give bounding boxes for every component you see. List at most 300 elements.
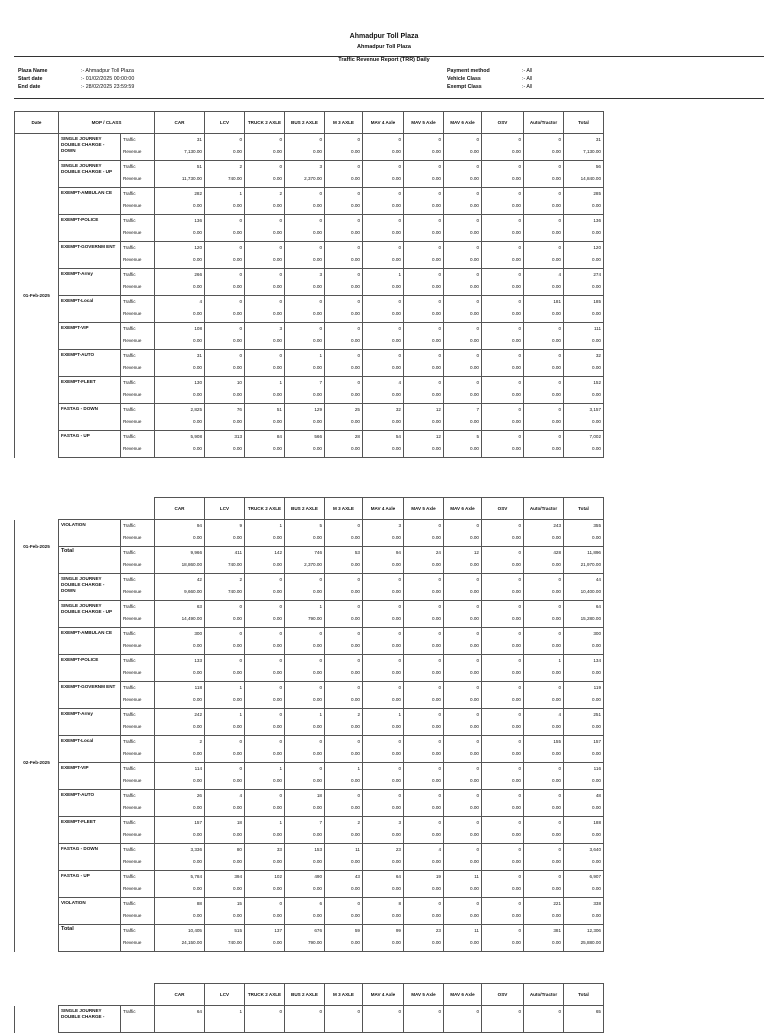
revenue-value: 0.00 — [470, 751, 479, 756]
revenue-value: 0.00 — [512, 311, 521, 316]
traffic-value: 0 — [476, 137, 479, 142]
traffic-value: 3,157 — [589, 407, 601, 412]
row-value-cell — [482, 925, 524, 952]
traffic-value: 3 — [398, 523, 401, 528]
row-value-cell — [444, 898, 482, 925]
row-value-cell — [564, 790, 604, 817]
row-value-cell — [564, 898, 604, 925]
traffic-label: Traffic — [123, 164, 136, 169]
revenue-label: Revenue — [123, 446, 142, 451]
row-value-cell — [404, 1006, 444, 1033]
row-value-cell — [404, 655, 444, 682]
revenue-value: 0.00 — [470, 940, 479, 945]
traffic-value: 0 — [518, 604, 521, 609]
row-value-cell — [444, 574, 482, 601]
revenue-value: 0.00 — [193, 392, 202, 397]
row-value-cell — [363, 709, 404, 736]
row-metric-labels — [121, 898, 155, 925]
traffic-value: 0 — [438, 793, 441, 798]
table-row — [15, 601, 604, 628]
revenue-value: 0.00 — [432, 589, 441, 594]
traffic-value: 0 — [239, 272, 242, 277]
row-date-empty — [15, 1006, 59, 1033]
row-value-cell — [205, 817, 245, 844]
row-value-cell — [524, 736, 564, 763]
traffic-value: 1 — [319, 712, 322, 717]
table-row — [15, 925, 604, 952]
row-value-cell — [285, 134, 325, 161]
traffic-value: 3 — [398, 820, 401, 825]
traffic-value: 0 — [239, 766, 242, 771]
row-mop: FASTAG - UP — [59, 431, 121, 458]
traffic-value: 5 — [319, 523, 322, 528]
revenue-value: 0.00 — [273, 616, 282, 621]
traffic-value: 0 — [558, 164, 561, 169]
row-value-cell — [564, 350, 604, 377]
row-value-cell — [444, 844, 482, 871]
row-value-cell — [564, 736, 604, 763]
traffic-value: 2 — [357, 820, 360, 825]
traffic-label: Traffic — [123, 820, 136, 825]
row-value-cell — [285, 323, 325, 350]
traffic-value: 11,896 — [587, 550, 601, 555]
revenue-label: Revenue — [123, 257, 142, 262]
traffic-value: 6 — [319, 901, 322, 906]
traffic-value: 64 — [595, 604, 601, 609]
revenue-value: 0.00 — [273, 257, 282, 262]
revenue-value: 0.00 — [552, 446, 561, 451]
row-value-cell — [482, 242, 524, 269]
revenue-value: 0.00 — [313, 446, 322, 451]
revenue-value: 0.00 — [193, 670, 202, 675]
revenue-label: Revenue — [123, 535, 142, 540]
traffic-value: 0 — [518, 191, 521, 196]
header-spacer — [15, 984, 155, 1006]
table-row — [15, 520, 604, 547]
row-mop: EXEMPT-POLICE — [59, 655, 121, 682]
revenue-value: 0.00 — [193, 311, 202, 316]
traffic-value: 0 — [518, 658, 521, 663]
revenue-value: 0.00 — [470, 230, 479, 235]
row-value-cell — [205, 736, 245, 763]
traffic-value: 0 — [518, 326, 521, 331]
row-value-cell — [404, 377, 444, 404]
header-col: MAV 4 Axle — [363, 984, 404, 1006]
traffic-value: 0 — [558, 434, 561, 439]
row-value-cell — [564, 377, 604, 404]
row-value-cell — [482, 377, 524, 404]
row-value-cell — [404, 628, 444, 655]
row-value-cell — [245, 431, 285, 458]
traffic-value: 0 — [558, 353, 561, 358]
table-row — [15, 161, 604, 188]
row-value-cell — [482, 404, 524, 431]
row-value-cell — [482, 628, 524, 655]
traffic-label: Traffic — [123, 739, 136, 744]
row-value-cell — [363, 242, 404, 269]
traffic-value: 0 — [558, 604, 561, 609]
traffic-value: 23 — [395, 847, 401, 852]
row-value-cell — [155, 404, 205, 431]
traffic-value: 12 — [435, 434, 441, 439]
row-value-cell — [482, 763, 524, 790]
traffic-value: 23 — [435, 928, 441, 933]
row-value-cell — [444, 161, 482, 188]
revenue-label: Revenue — [123, 149, 142, 154]
traffic-value: 0 — [319, 191, 322, 196]
row-value-cell — [363, 655, 404, 682]
traffic-value: 5,908 — [190, 434, 202, 439]
revenue-label: Revenue — [123, 778, 142, 783]
revenue-value: 14,840.00 — [580, 176, 601, 181]
traffic-value: 0 — [476, 793, 479, 798]
table-row — [15, 215, 604, 242]
traffic-value: 0 — [476, 631, 479, 636]
revenue-value: 0.00 — [552, 365, 561, 370]
revenue-value: 0.00 — [351, 338, 360, 343]
table-row — [15, 655, 604, 682]
revenue-value: 0.00 — [351, 940, 360, 945]
row-value-cell — [444, 296, 482, 323]
revenue-value: 0.00 — [392, 589, 401, 594]
row-value-cell — [155, 925, 205, 952]
header-col: MAV 4 Axle — [363, 112, 404, 134]
row-value-cell — [285, 763, 325, 790]
revenue-value: 11,730.00 — [181, 176, 202, 181]
row-value-cell — [205, 323, 245, 350]
row-value-cell — [245, 817, 285, 844]
row-value-cell — [325, 377, 363, 404]
traffic-value: 19 — [435, 874, 441, 879]
traffic-value: 188 — [593, 820, 601, 825]
row-value-cell — [564, 161, 604, 188]
traffic-value: 0 — [518, 874, 521, 879]
row-date: 02-Feb-2025 — [15, 574, 59, 952]
revenue-value: 0.00 — [552, 751, 561, 756]
report-table-1 — [14, 111, 604, 458]
revenue-label: Revenue — [123, 419, 142, 424]
row-value-cell — [564, 817, 604, 844]
traffic-value: 118 — [194, 685, 202, 690]
traffic-value: 7 — [319, 380, 322, 385]
revenue-label: Revenue — [123, 724, 142, 729]
meta-label-vehicle: Vehicle Class — [447, 76, 481, 82]
row-value-cell — [363, 871, 404, 898]
row-value-cell — [363, 431, 404, 458]
traffic-value: 59 — [354, 928, 360, 933]
traffic-value: 0 — [279, 712, 282, 717]
traffic-value: 1 — [239, 1009, 242, 1014]
revenue-value: 0.00 — [512, 365, 521, 370]
revenue-value: 0.00 — [552, 284, 561, 289]
traffic-value: 0 — [398, 218, 401, 223]
row-value-cell — [325, 188, 363, 215]
traffic-value: 1 — [398, 272, 401, 277]
row-value-cell — [205, 134, 245, 161]
traffic-value: 0 — [438, 577, 441, 582]
revenue-value: 0.00 — [592, 859, 601, 864]
revenue-value: 0.00 — [313, 670, 322, 675]
row-metric-labels — [121, 709, 155, 736]
row-mop: EXEMPT-Local — [59, 736, 121, 763]
traffic-value: 157 — [194, 820, 202, 825]
traffic-value: 2 — [239, 577, 242, 582]
header-col: MAV 6 Axle — [444, 498, 482, 520]
traffic-value: 0 — [398, 245, 401, 250]
row-value-cell — [155, 323, 205, 350]
traffic-value: 0 — [518, 1009, 521, 1014]
row-value-cell — [444, 628, 482, 655]
traffic-value: 0 — [357, 380, 360, 385]
row-value-cell — [325, 790, 363, 817]
revenue-value: 0.00 — [313, 230, 322, 235]
revenue-value: 0.00 — [512, 616, 521, 621]
traffic-value: 300 — [593, 631, 601, 636]
report-table-2 — [14, 497, 604, 952]
row-value-cell — [524, 404, 564, 431]
revenue-value: 0.00 — [432, 392, 441, 397]
row-value-cell — [285, 790, 325, 817]
traffic-value: 0 — [279, 218, 282, 223]
row-value-cell — [524, 574, 564, 601]
revenue-value: 0.00 — [233, 616, 242, 621]
row-value-cell — [564, 574, 604, 601]
traffic-value: 0 — [438, 523, 441, 528]
row-value-cell — [363, 296, 404, 323]
revenue-value: 0.00 — [313, 859, 322, 864]
row-value-cell — [444, 520, 482, 547]
row-value-cell — [155, 242, 205, 269]
traffic-value: 0 — [438, 685, 441, 690]
revenue-value: 0.00 — [351, 805, 360, 810]
revenue-value: 0.00 — [193, 886, 202, 891]
traffic-value: 0 — [319, 137, 322, 142]
revenue-label: Revenue — [123, 886, 142, 891]
row-value-cell — [155, 350, 205, 377]
row-metric-labels — [121, 215, 155, 242]
row-value-cell — [444, 736, 482, 763]
table-row — [15, 682, 604, 709]
row-value-cell — [245, 296, 285, 323]
row-value-cell — [404, 682, 444, 709]
row-value-cell — [482, 296, 524, 323]
revenue-value: 0.00 — [552, 940, 561, 945]
traffic-value: 0 — [357, 218, 360, 223]
revenue-value: 0.00 — [592, 751, 601, 756]
traffic-value: 0 — [558, 245, 561, 250]
revenue-value: 0.00 — [470, 616, 479, 621]
revenue-value: 14,490.00 — [181, 616, 202, 621]
row-value-cell — [155, 574, 205, 601]
row-value-cell — [482, 1006, 524, 1033]
row-value-cell — [363, 925, 404, 952]
revenue-value: 0.00 — [273, 940, 282, 945]
revenue-value: 0.00 — [313, 365, 322, 370]
header-col: Auto/Tractor — [524, 112, 564, 134]
row-value-cell — [155, 601, 205, 628]
header-col: OSV — [482, 498, 524, 520]
revenue-value: 0.00 — [432, 670, 441, 675]
traffic-value: 11 — [355, 847, 360, 852]
traffic-value: 0 — [398, 299, 401, 304]
traffic-value: 28 — [354, 434, 360, 439]
revenue-value: 0.00 — [233, 365, 242, 370]
revenue-value: 0.00 — [592, 913, 601, 918]
revenue-value: 0.00 — [351, 886, 360, 891]
row-value-cell — [205, 404, 245, 431]
traffic-value: 84 — [276, 434, 282, 439]
header-col: LCV — [205, 498, 245, 520]
row-value-cell — [155, 520, 205, 547]
row-value-cell — [325, 682, 363, 709]
meta-value-payment: :- All — [522, 68, 533, 74]
traffic-value: 0 — [279, 272, 282, 277]
traffic-label: Traffic — [123, 218, 136, 223]
traffic-value: 0 — [357, 739, 360, 744]
traffic-label: Traffic — [123, 326, 136, 331]
revenue-value: 0.00 — [552, 535, 561, 540]
row-value-cell — [325, 817, 363, 844]
row-value-cell — [524, 601, 564, 628]
row-value-cell — [325, 242, 363, 269]
revenue-value: 0.00 — [512, 562, 521, 567]
revenue-value: 0.00 — [313, 724, 322, 729]
traffic-value: 0 — [438, 326, 441, 331]
traffic-value: 0 — [438, 820, 441, 825]
row-value-cell — [245, 134, 285, 161]
row-value-cell — [404, 323, 444, 350]
row-value-cell — [285, 547, 325, 574]
traffic-value: 1 — [319, 353, 322, 358]
traffic-value: 0 — [319, 685, 322, 690]
revenue-value: 0.00 — [392, 203, 401, 208]
revenue-label: Revenue — [123, 338, 142, 343]
meta-value-plaza: :- Ahmadpur Toll Plaza — [81, 68, 134, 74]
traffic-label: Traffic — [123, 901, 136, 906]
traffic-value: 12 — [473, 550, 479, 555]
revenue-value: 0.00 — [193, 778, 202, 783]
row-value-cell — [482, 871, 524, 898]
row-value-cell — [404, 709, 444, 736]
traffic-value: 0 — [558, 137, 561, 142]
row-mop: SINGLE JOURNEY DOUBLE CHARGE - — [59, 1006, 121, 1033]
row-value-cell — [564, 844, 604, 871]
row-mop: SINGLE JOURNEY DOUBLE CHARGE - DOWN — [59, 574, 121, 601]
row-value-cell — [155, 709, 205, 736]
table-row — [15, 431, 604, 458]
traffic-value: 0 — [279, 631, 282, 636]
traffic-value: 10 — [236, 380, 242, 385]
revenue-value: 0.00 — [351, 778, 360, 783]
traffic-value: 2 — [239, 164, 242, 169]
row-value-cell — [155, 736, 205, 763]
revenue-value: 0.00 — [233, 670, 242, 675]
row-value-cell — [564, 520, 604, 547]
revenue-value: 0.00 — [313, 149, 322, 154]
traffic-value: 0 — [398, 353, 401, 358]
row-value-cell — [325, 574, 363, 601]
row-value-cell — [285, 215, 325, 242]
revenue-value: 740.00 — [227, 589, 242, 594]
revenue-value: 0.00 — [313, 535, 322, 540]
table-row — [15, 350, 604, 377]
revenue-value: 0.00 — [552, 589, 561, 594]
traffic-value: 136 — [194, 218, 202, 223]
row-value-cell — [564, 134, 604, 161]
meta-left — [18, 67, 134, 91]
row-mop: EXEMPT-VIP — [59, 763, 121, 790]
row-value-cell — [325, 871, 363, 898]
traffic-label: Traffic — [123, 380, 136, 385]
row-metric-labels — [121, 628, 155, 655]
row-value-cell — [155, 1006, 205, 1033]
revenue-value: 0.00 — [432, 940, 441, 945]
revenue-value: 0.00 — [512, 859, 521, 864]
traffic-value: 42 — [196, 577, 202, 582]
revenue-value: 0.00 — [592, 203, 601, 208]
row-value-cell — [444, 323, 482, 350]
traffic-value: 394 — [234, 874, 242, 879]
row-value-cell — [524, 242, 564, 269]
revenue-value: 0.00 — [392, 940, 401, 945]
traffic-value: 1 — [279, 820, 282, 825]
revenue-value: 0.00 — [392, 284, 401, 289]
traffic-value: 1 — [239, 712, 242, 717]
row-value-cell — [325, 296, 363, 323]
row-value-cell — [325, 547, 363, 574]
revenue-value: 0.00 — [552, 778, 561, 783]
revenue-value: 0.00 — [432, 284, 441, 289]
row-mop: Total — [59, 925, 121, 952]
traffic-value: 0 — [319, 218, 322, 223]
traffic-value: 221 — [553, 901, 561, 906]
revenue-value: 0.00 — [470, 176, 479, 181]
row-value-cell — [245, 377, 285, 404]
row-value-cell — [363, 763, 404, 790]
row-value-cell — [205, 628, 245, 655]
revenue-value: 0.00 — [592, 643, 601, 648]
row-value-cell — [444, 709, 482, 736]
revenue-value: 0.00 — [512, 535, 521, 540]
revenue-value: 0.00 — [273, 284, 282, 289]
row-value-cell — [444, 790, 482, 817]
row-value-cell — [444, 871, 482, 898]
revenue-value: 0.00 — [193, 832, 202, 837]
traffic-label: Traffic — [123, 407, 136, 412]
traffic-value: 137 — [274, 928, 282, 933]
traffic-value: 114 — [194, 766, 202, 771]
traffic-value: 120 — [194, 245, 202, 250]
traffic-value: 266 — [194, 272, 202, 277]
traffic-value: 0 — [279, 658, 282, 663]
revenue-value: 18,860.00 — [181, 562, 202, 567]
row-value-cell — [205, 431, 245, 458]
row-value-cell — [245, 601, 285, 628]
row-value-cell — [205, 925, 245, 952]
revenue-value: 0.00 — [233, 724, 242, 729]
traffic-value: 282 — [194, 191, 202, 196]
table-header-row — [15, 498, 604, 520]
traffic-value: 3,336 — [190, 847, 202, 852]
traffic-value: 4 — [199, 299, 202, 304]
traffic-value: 0 — [279, 137, 282, 142]
row-value-cell — [404, 242, 444, 269]
row-metric-labels — [121, 161, 155, 188]
row-value-cell — [205, 350, 245, 377]
traffic-value: 0 — [239, 218, 242, 223]
traffic-value: 0 — [518, 218, 521, 223]
traffic-value: 94 — [395, 550, 401, 555]
